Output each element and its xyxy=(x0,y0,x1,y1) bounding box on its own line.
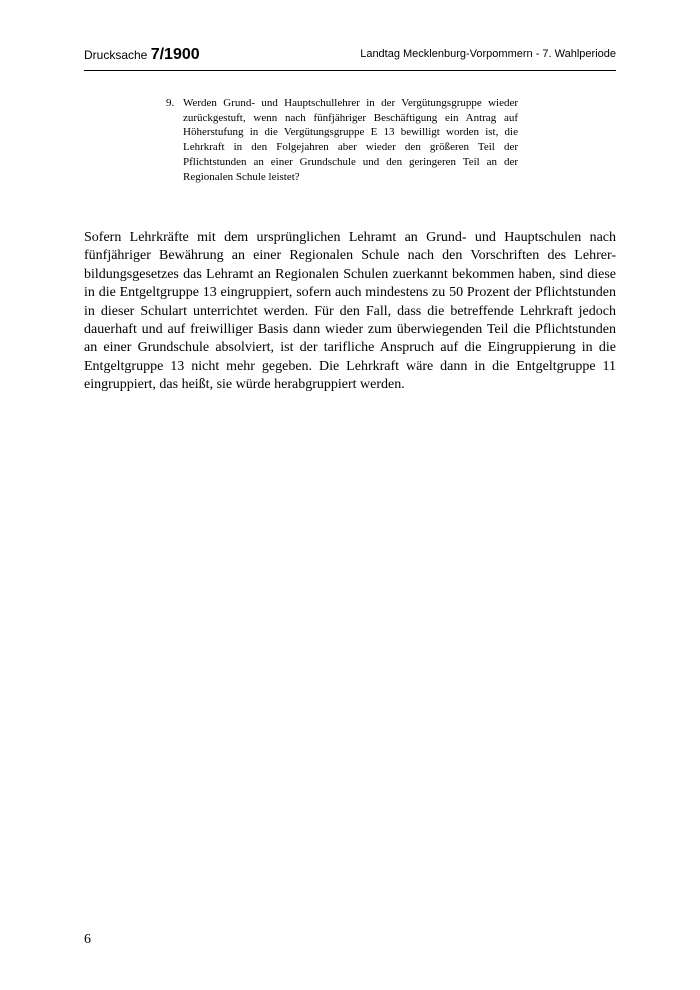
document-number: 7/1900 xyxy=(150,46,200,63)
page-number: 6 xyxy=(84,932,91,947)
page-header xyxy=(84,40,616,71)
question-block xyxy=(166,96,518,184)
answer-paragraph: Sofern Lehrkräfte mit dem ursprünglichen Lehramt an Grund- und Hauptschulen nach fünfjähriger Bewährung an einer Regionalen Schule nach den Vorschriften des Lehrer-bildungsgesetzes das Lehramt an Regionalen Schulen zuerkannt bekommen haben, sind diese in die Entgeltgruppe 13 eingruppiert, sofern auch mindestens zu 50 Prozent der Pflichtstunden in dieser Schulart unterrichtet werden. Für den Fall, dass die betreffende Lehrkraft jedoch dauerhaft und auf freiwilliger Basis dann wieder zum überwiegenden Teil die Pflichtstunden an einer Grundschule absolviert, ist der tarifliche Anspruch auf die Eingruppierung in die Entgeltgruppe 13 nicht mehr gegeben. Die Lehrkraft wäre dann in die Entgeltgruppe 11 eingruppiert, das heißt, sie würde herabgruppiert werden. xyxy=(84,230,616,393)
document-reference xyxy=(84,46,200,64)
question-text: Werden Grund- und Hauptschullehrer in der Vergütungsgruppe wieder zurückgestuft, wenn nach fünfjähriger Beschäftigung ein Antrag auf Höherstufung in die Vergütungsgruppe E 13 bewilligt worden ist, die Lehrkraft in den Folgejahren aber wieder den größeren Teil der Pflichtstunden an einer Grundschule und den geringeren Teil an der Regionalen Schule leistet? xyxy=(183,97,518,183)
question-number: 9. xyxy=(166,97,175,109)
document-label: Drucksache xyxy=(84,48,148,62)
parliament-name: Landtag Mecklenburg-Vorpommern - 7. Wahlperiode xyxy=(360,48,616,60)
